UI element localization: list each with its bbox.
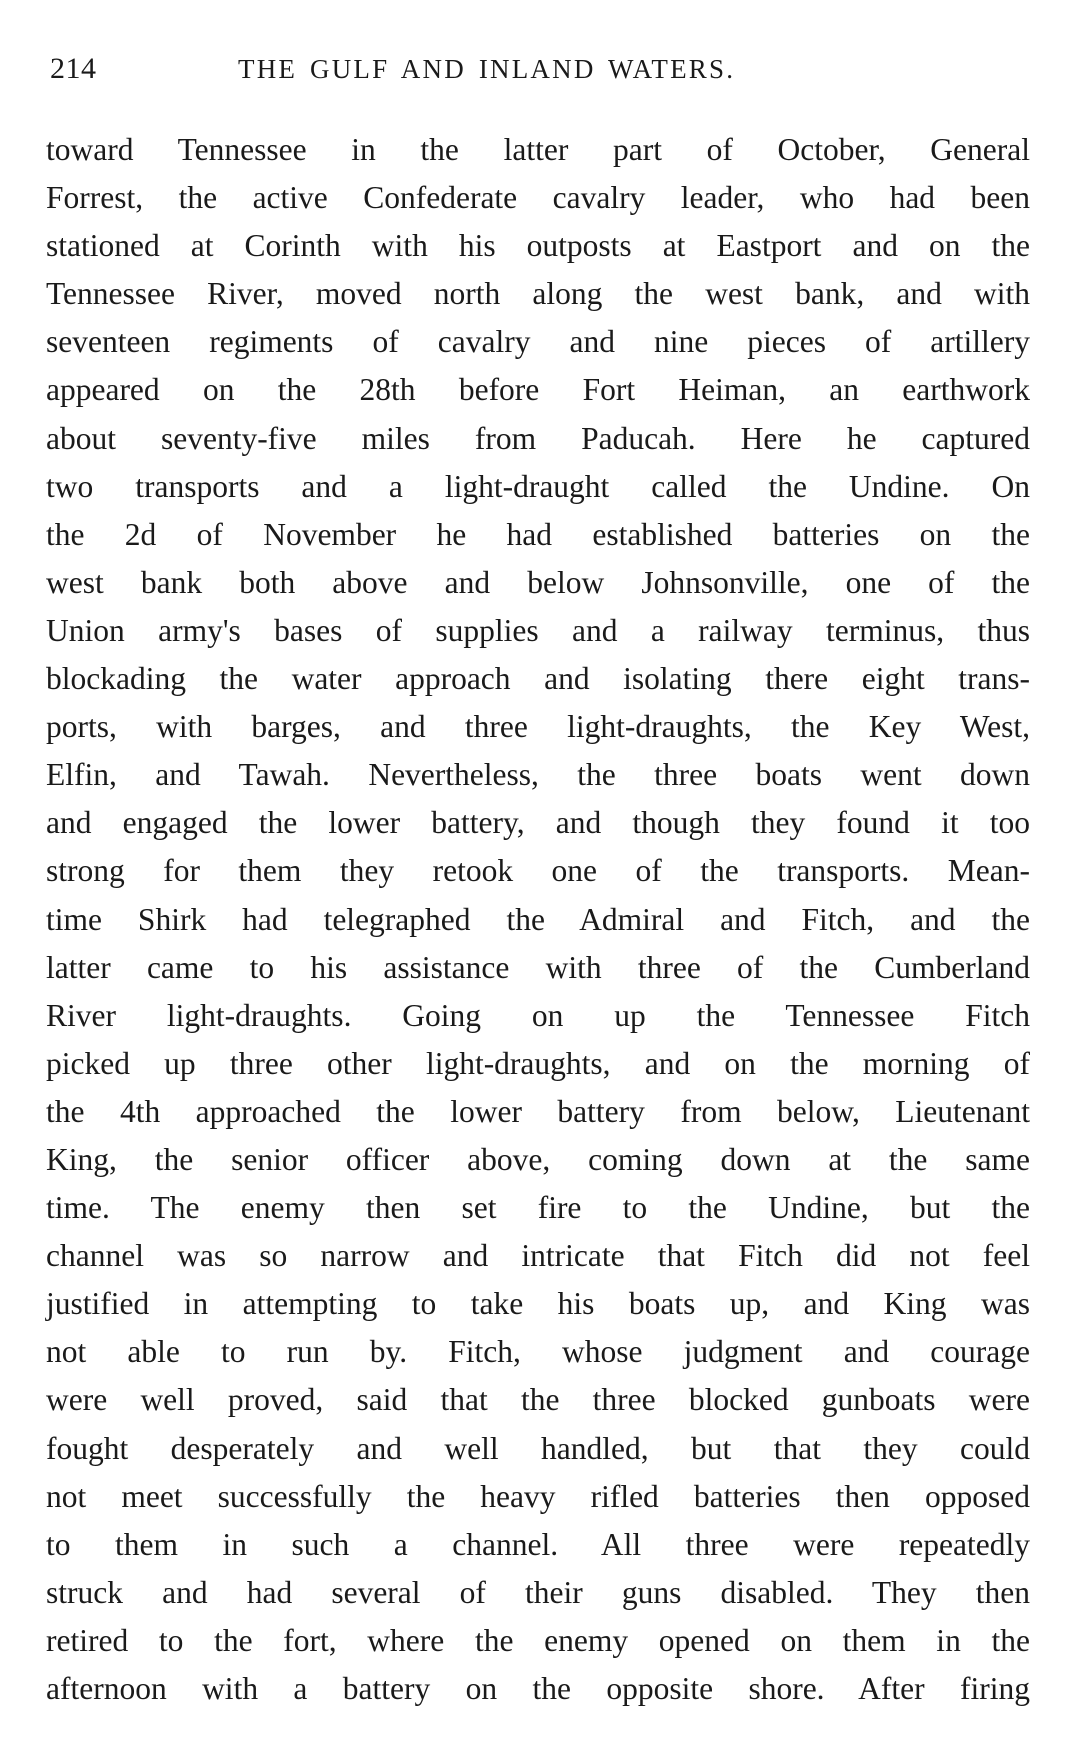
text-line: retired to the fort, where the enemy opened on them in the: [46, 1622, 1030, 1658]
body-text: [46, 126, 1030, 1713]
text-line: and engaged the lower battery, and though they found it too: [46, 805, 1030, 841]
text-line: struck and had several of their guns disabled. They then: [46, 1574, 1030, 1610]
running-title: THE GULF AND INLAND WATERS.: [238, 54, 736, 84]
text-line: Tennessee River, moved north along the west bank, and with: [46, 276, 1030, 312]
text-line: stationed at Corinth with his outposts at Eastport and on the: [46, 228, 1030, 264]
text-line: River light-draughts. Going on up the Tennessee Fitch: [46, 997, 1030, 1033]
text-line: the 2d of November he had established batteries on the: [46, 516, 1030, 552]
text-line: were well proved, said that the three blocked gunboats were: [46, 1382, 1030, 1418]
text-line: not meet successfully the heavy rifled batteries then opposed: [46, 1478, 1030, 1514]
text-line: Union army's bases of supplies and a railway terminus, thus: [46, 612, 1030, 648]
text-line: to them in such a channel. All three were repeatedly: [46, 1526, 1030, 1562]
text-line: channel was so narrow and intricate that Fitch did not feel: [46, 1238, 1030, 1274]
text-line: Elfin, and Tawah. Nevertheless, the three boats went down: [46, 757, 1030, 793]
text-line: the 4th approached the lower battery from below, Lieutenant: [46, 1093, 1030, 1129]
text-line: afternoon with a battery on the opposite shore. After firing: [46, 1671, 1030, 1706]
text-line: King, the senior officer above, coming down at the same: [46, 1141, 1030, 1177]
text-line: seventeen regiments of cavalry and nine pieces of artillery: [46, 324, 1030, 360]
text-line: strong for them they retook one of the transports. Mean-: [46, 853, 1030, 889]
text-line: time Shirk had telegraphed the Admiral and Fitch, and the: [46, 901, 1030, 937]
page-number: 214: [50, 52, 97, 85]
text-line: ports, with barges, and three light-draughts, the Key West,: [46, 709, 1030, 745]
text-line: blockading the water approach and isolating there eight trans-: [46, 661, 1030, 697]
text-line: not able to run by. Fitch, whose judgment and courage: [46, 1334, 1030, 1370]
text-line: latter came to his assistance with three of the Cumberland: [46, 949, 1030, 985]
text-line: picked up three other light-draughts, and on the morning of: [46, 1045, 1030, 1081]
text-line: toward Tennessee in the latter part of October, General: [46, 132, 1030, 167]
text-line: justified in attempting to take his boats up, and King was: [46, 1286, 1030, 1322]
text-line: fought desperately and well handled, but that they could: [46, 1430, 1030, 1466]
running-head: [50, 52, 1030, 92]
text-line: two transports and a light-draught called the Undine. On: [46, 468, 1030, 504]
text-line: about seventy-five miles from Paducah. Here he captured: [46, 420, 1030, 456]
text-line: appeared on the 28th before Fort Heiman, an earthwork: [46, 372, 1030, 408]
text-line: west bank both above and below Johnsonville, one of the: [46, 564, 1030, 600]
text-line: Forrest, the active Confederate cavalry leader, who had been: [46, 180, 1030, 216]
text-line: time. The enemy then set fire to the Undine, but the: [46, 1190, 1030, 1226]
